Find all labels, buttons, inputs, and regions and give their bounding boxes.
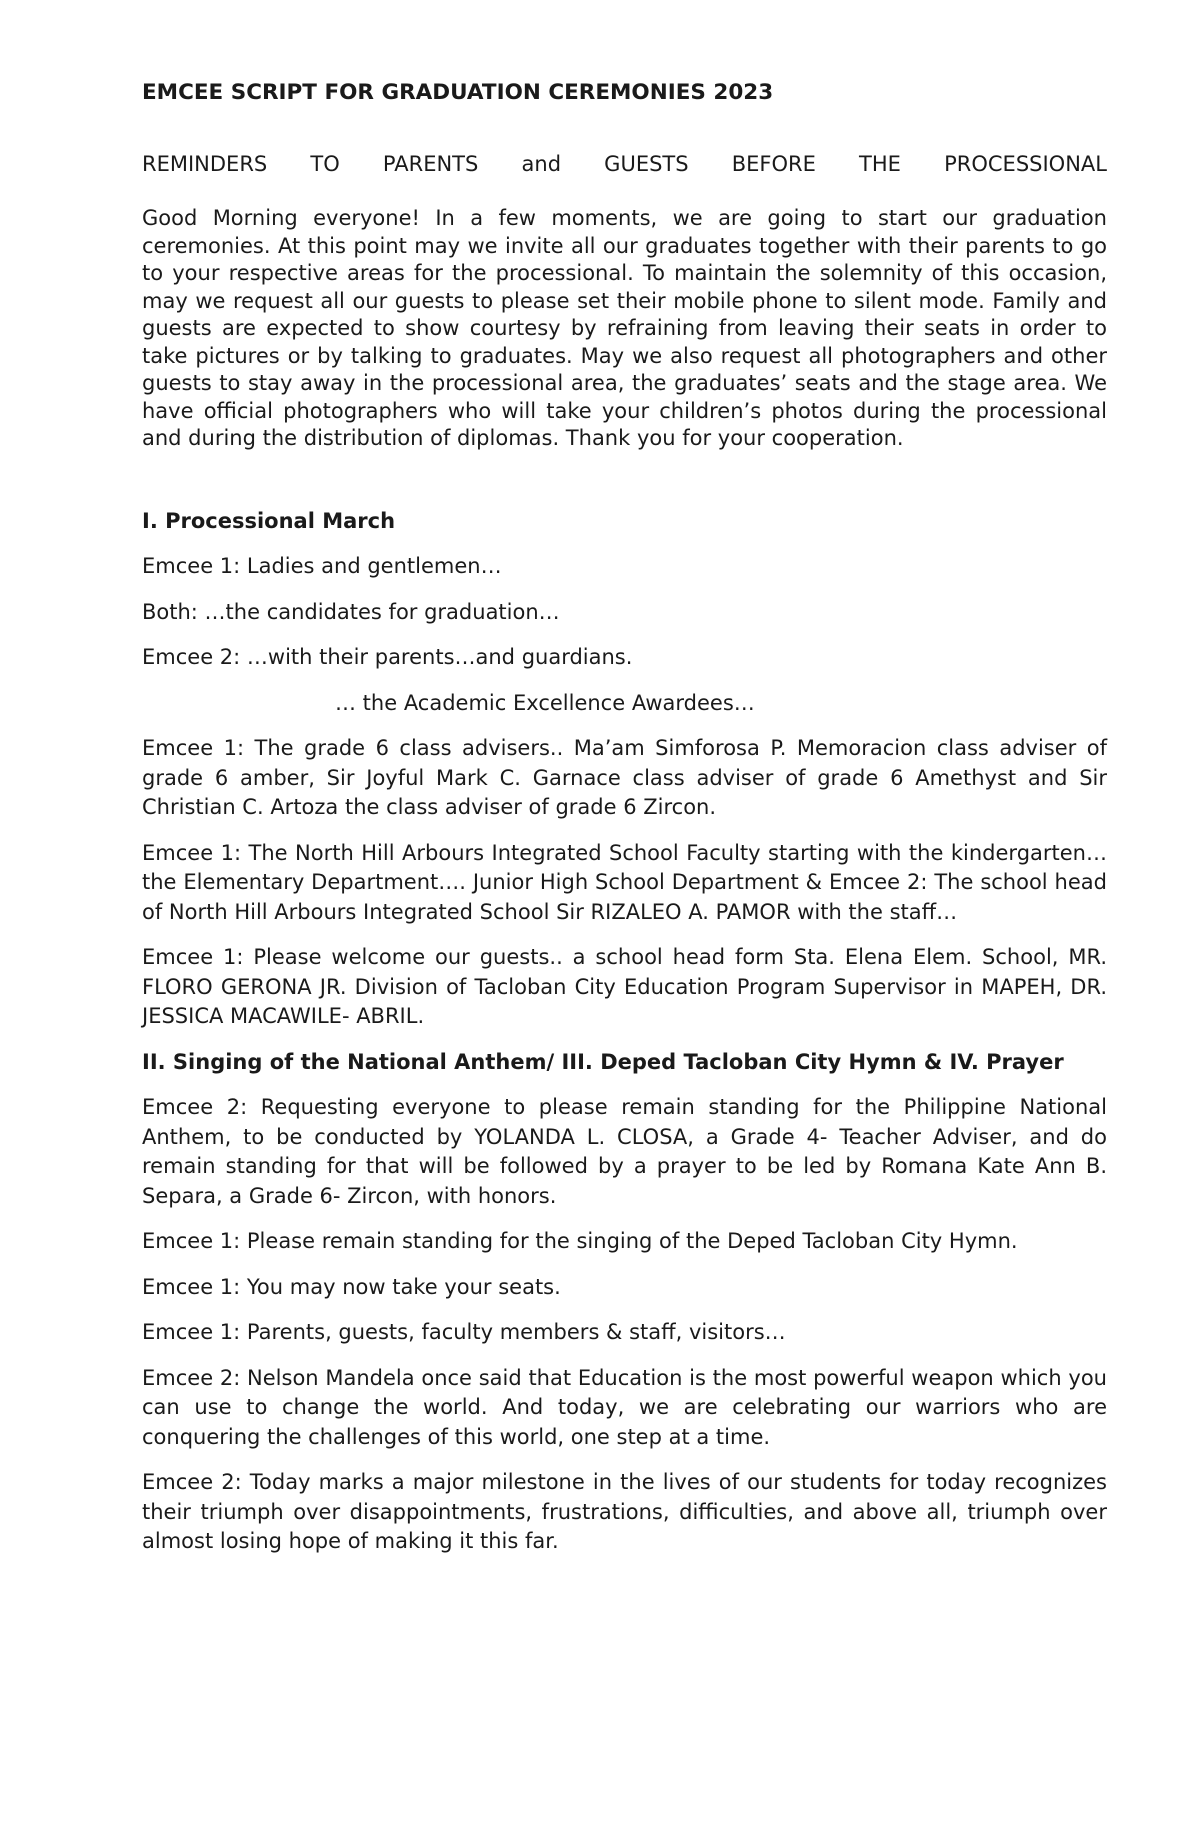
script-line: Emcee 1: Parents, guests, faculty members & staff, visitors… [142, 1320, 786, 1344]
section-heading-processional: I. Processional March [142, 508, 396, 533]
script-line: Emcee 2: …with their parents…and guardians. [142, 645, 633, 669]
script-line: Emcee 1: Please welcome our guests.. a school head form Sta. Elena Elem. School, MR. FLORO GERONA JR. Division of Tacloban City Education Program Supervisor in MAPEH, DR. JESSICA MACAWILE- ABRIL. [142, 945, 1107, 1028]
document-title: EMCEE SCRIPT FOR GRADUATION CEREMONIES 2023 [142, 80, 774, 105]
intro-paragraph: Good Morning everyone! In a few moments, we are going to start our graduation ceremonies. At this point may we invite all our graduates together with their parents to go to your respective areas for the processional. To maintain the solemnity of this occasion, may we request all our guests to please set their mobile phone to silent mode. Family and guests are expected to show courtesy by refraining from leaving their seats in order to take pictures or by talking to graduates. May we also request all photographers and other guests to stay away in the processional area, the graduates’ seats and the stage area. We have official photographers who will take your children’s photos during the processional and during the distribution of diplomas. Thank you for your cooperation. [142, 206, 1107, 450]
script-line: … the Academic Excellence Awardees… [335, 690, 755, 715]
script-line: Emcee 1: The grade 6 class advisers.. Ma’am Simforosa P. Memoracion class adviser of grade 6 amber, Sir Joyful Mark C. Garnace class adviser of grade 6 Amethyst and Sir Christian C. Artoza the class adviser of grade 6 Zircon. [142, 736, 1107, 819]
script-line: Emcee 2: Requesting everyone to please remain standing for the Philippine National Anthem, to be conducted by YOLANDA L. CLOSA, a Grade 4- Teacher Adviser, and do remain standing for that will be followed by a prayer to be led by Romana Kate Ann B. Separa, a Grade 6- Zircon, with honors. [142, 1095, 1107, 1208]
script-line: Emcee 1: The North Hill Arbours Integrated School Faculty starting with the kindergarten… the Elementary Department…. Junior High School Department & Emcee 2: The school head of North Hill Arbours Integrated School Sir RIZALEO A. PAMOR with the staff… [142, 840, 1107, 924]
script-line: Emcee 1: You may now take your seats. [142, 1274, 561, 1299]
script-line: Emcee 2: Nelson Mandela once said that Education is the most powerful weapon which you can use to change the world. And today, we are celebrating our warriors who are conquering the challenges of this world, one step at a time. [142, 1365, 1107, 1449]
script-line: Both: …the candidates for graduation… [142, 599, 560, 624]
document-body [142, 205, 1107, 1573]
script-line: Emcee 1: Please remain standing for the singing of the Deped Tacloban City Hymn. [142, 1229, 1018, 1253]
reminders-heading: REMINDERS TO PARENTS and GUESTS BEFORE THE PROCESSIONAL [142, 152, 1107, 176]
section-heading-anthem-prayer: II. Singing of the National Anthem/ III. Deped Tacloban City Hymn & IV. Prayer [142, 1049, 1064, 1074]
script-line: Emcee 2: Today marks a major milestone in the lives of our students for today recognizes their triumph over disappointments, frustrations, difficulties, and above all, triumph over almost losing hope of making it this far. [142, 1470, 1107, 1553]
script-line: Emcee 1: Ladies and gentlemen… [142, 554, 502, 578]
